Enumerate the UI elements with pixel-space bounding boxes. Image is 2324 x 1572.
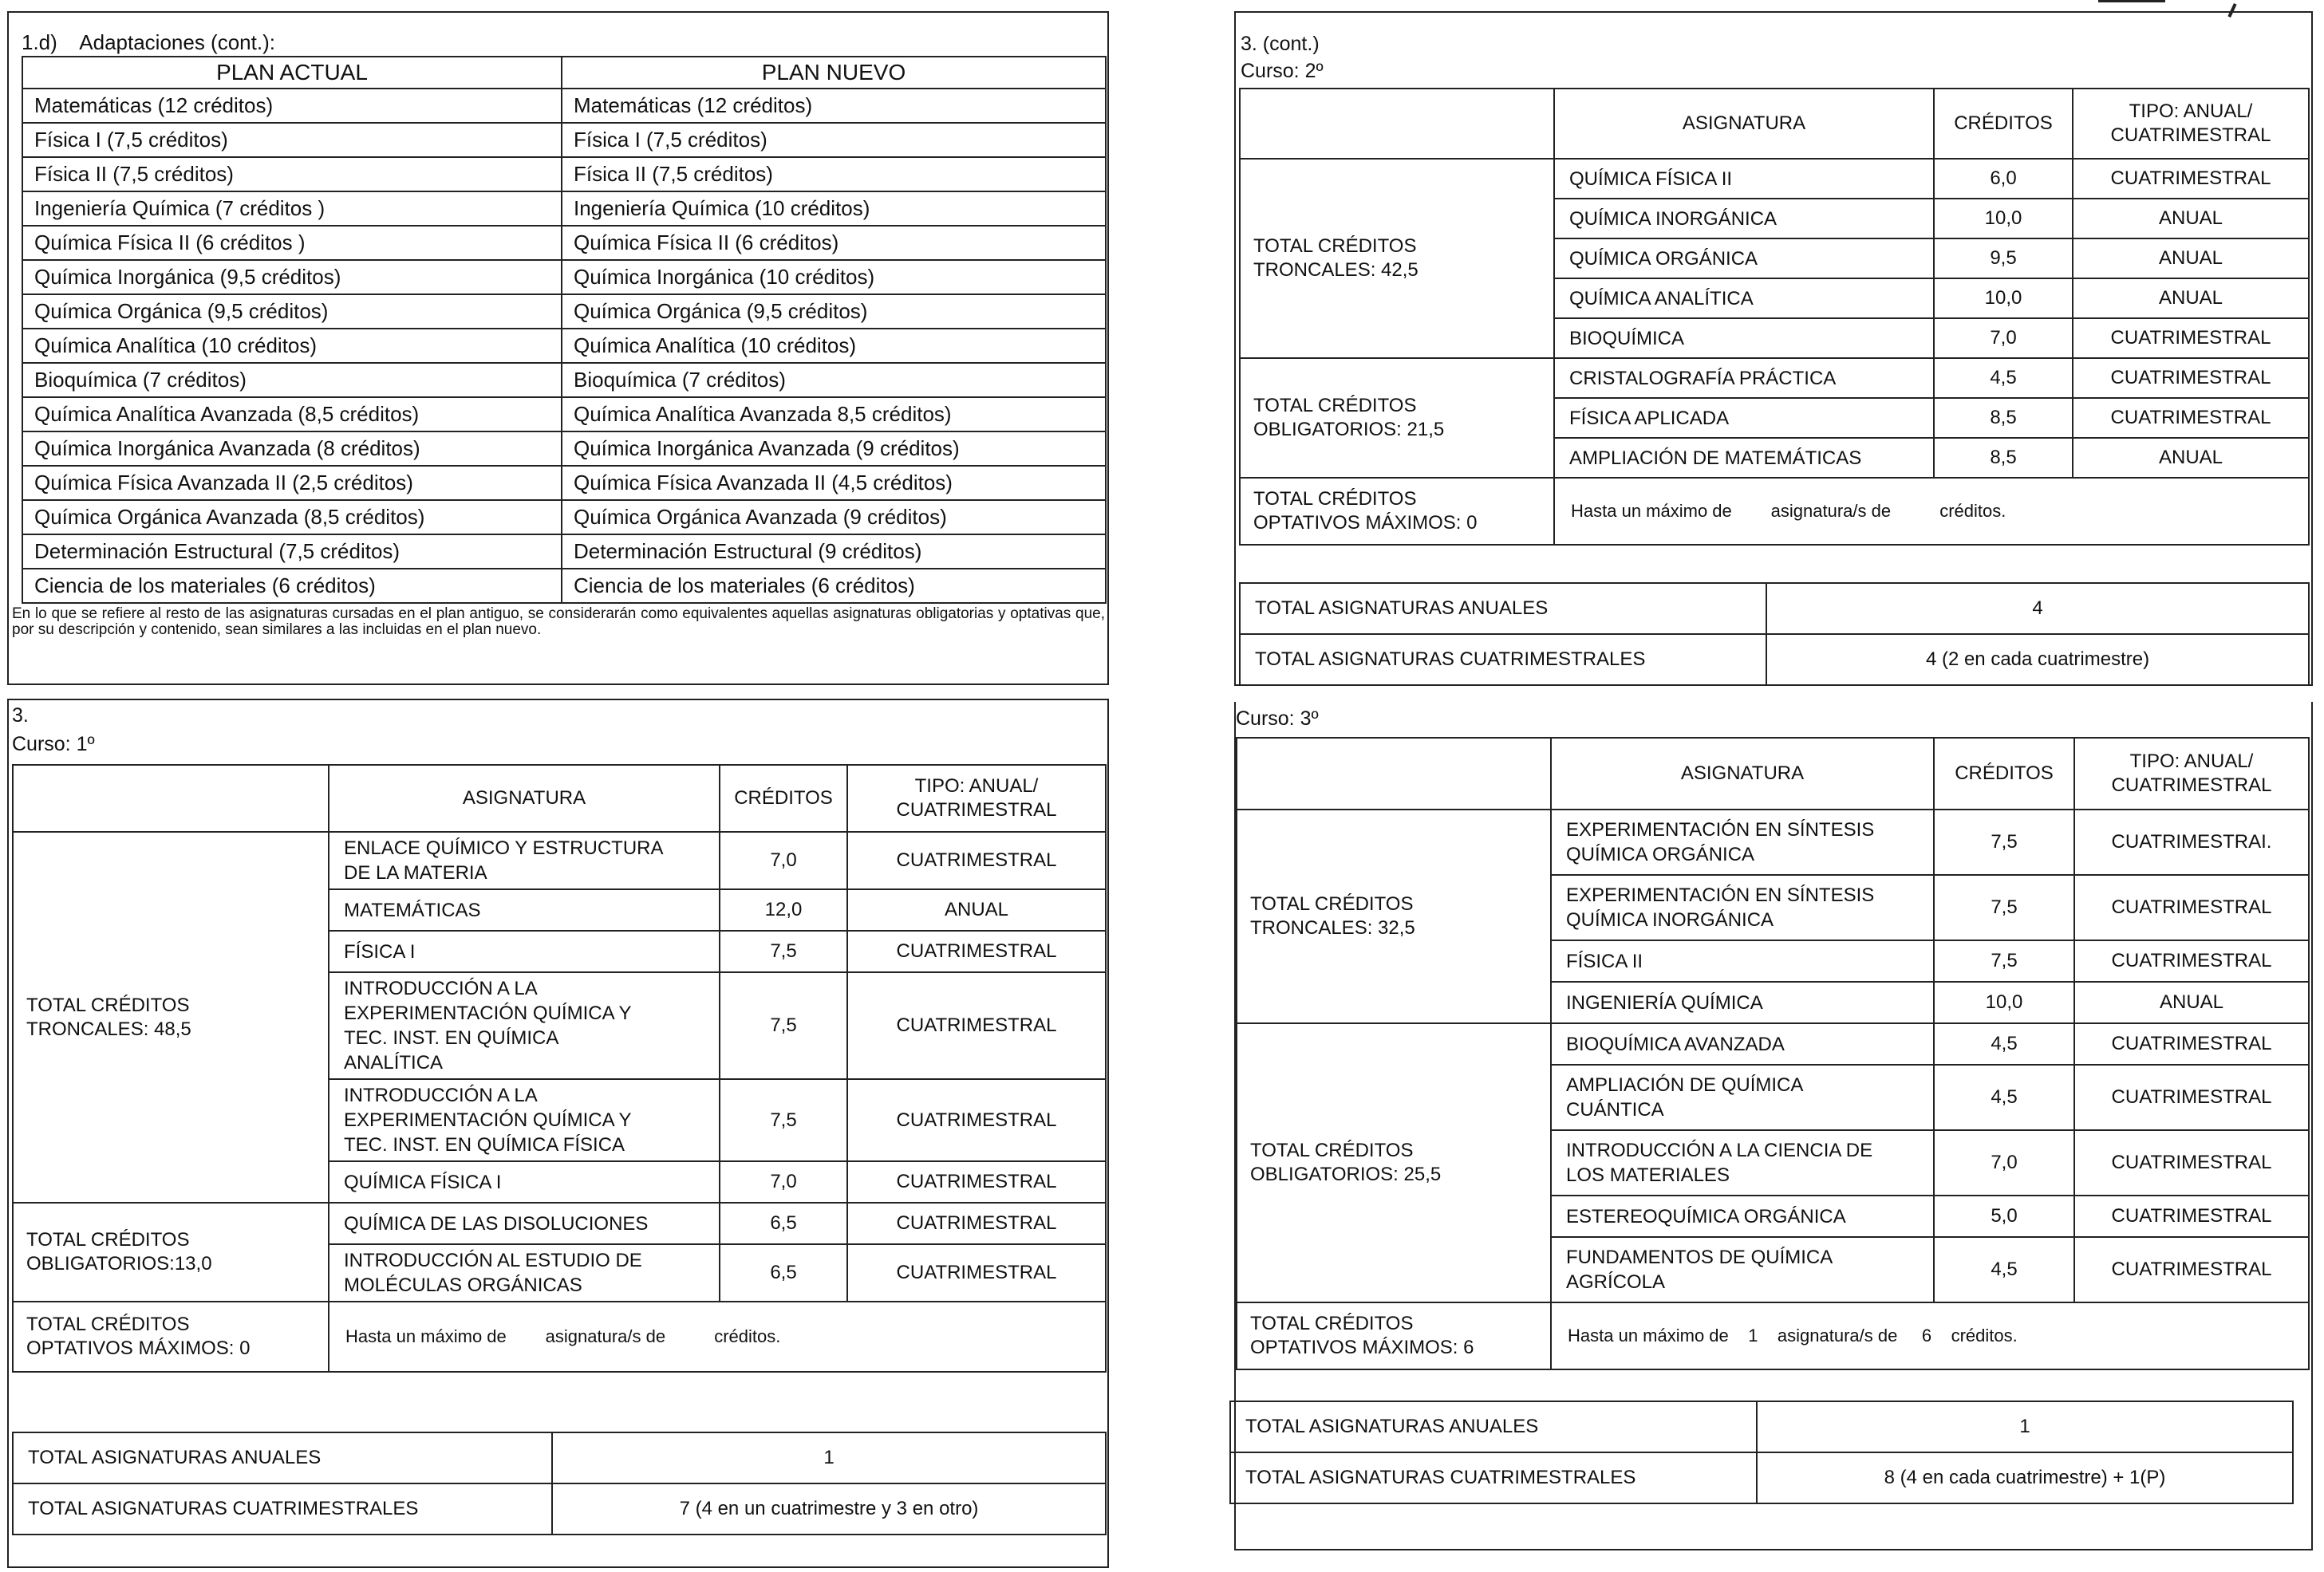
adaptacion-row [22,431,1106,466]
optativos-total [13,1302,329,1372]
asignatura-cell [1554,358,1934,398]
header-row [1240,89,2309,159]
optativos-row [13,1302,1106,1372]
asignatura-line: QUÍMICA INORGÁNICA [1569,207,1778,230]
creditos-cell: 7,0 [1934,318,2073,358]
total-anuales-label: TOTAL ASIGNATURAS ANUALES [13,1432,552,1483]
troncales-total-line2: TRONCALES: 32,5 [1250,917,1415,939]
adaptacion-nuevo: Química Física Avanzada II (4,5 créditos) [562,466,1106,500]
header-asignatura: ASIGNATURA [329,765,720,832]
creditos-cell: 7,5 [1934,940,2074,982]
tipo-cell: CUATRIMESTRAL [847,1079,1106,1161]
optativos-total-line1: TOTAL CRÉDITOS [1253,488,1417,510]
header-creditos: CRÉDITOS [1934,89,2073,159]
adaptacion-row [22,123,1106,157]
creditos-cell: 7,0 [720,1161,847,1203]
adaptacion-row [22,89,1106,123]
creditos-cell: 7,5 [1934,810,2074,875]
adaptacion-row [22,534,1106,569]
header-asignatura: ASIGNATURA [1551,738,1934,810]
optativos-row [1240,478,2309,545]
asignatura-cell [1551,1130,1934,1196]
creditos-cell: 9,5 [1934,238,2073,278]
asignatura-line: TEC. INST. EN QUÍMICA [344,1027,559,1049]
adaptacion-actual: Química Física Avanzada II (2,5 créditos) [22,466,562,500]
asignatura-line: QUÍMICA FÍSICA II [1569,167,1733,190]
troncales-row [13,832,1106,889]
tipo-cell: CUATRIMESTRAL [847,1161,1106,1203]
asignatura-line: ANALÍTICA [344,1052,444,1074]
adaptaciones-table [22,56,1107,604]
asignatura-line: ESTEREOQUÍMICA ORGÁNICA [1566,1205,1846,1227]
total-anuales-label: TOTAL ASIGNATURAS ANUALES [1240,583,1766,634]
asignatura-line: INTRODUCCIÓN A LA CIENCIA DE [1566,1140,1873,1161]
tipo-cell: CUATRIMESTRAL [2074,1237,2309,1302]
adaptacion-actual: Determinación Estructural (7,5 créditos) [22,534,562,569]
tipo-cell: CUATRIMESTRAL [2073,159,2309,199]
header-row [13,765,1106,832]
asignatura-line: AMPLIACIÓN DE QUÍMICA [1566,1074,1804,1096]
adaptacion-row [22,569,1106,603]
asignatura-cell [1554,278,1934,318]
adaptacion-nuevo: Química Orgánica Avanzada (9 créditos) [562,500,1106,534]
total-cuatrimestrales-label: TOTAL ASIGNATURAS CUATRIMESTRALES [1230,1452,1757,1503]
adaptacion-row [22,397,1106,431]
adaptacion-nuevo: Determinación Estructural (9 créditos) [562,534,1106,569]
asignatura-line: EXPERIMENTACIÓN EN SÍNTESIS [1566,884,1875,906]
asignatura-line: INTRODUCCIÓN AL ESTUDIO DE [344,1250,642,1271]
asignatura-cell [1554,398,1934,438]
creditos-cell: 7,5 [720,931,847,972]
adaptacion-actual: Física II (7,5 créditos) [22,157,562,191]
adaptacion-actual: Química Inorgánica (9,5 créditos) [22,260,562,294]
creditos-cell: 4,5 [1934,1023,2074,1065]
asignatura-cell [329,832,720,889]
obligatorios-total-line2: OBLIGATORIOS: 25,5 [1250,1164,1442,1185]
total-anuales-value: 1 [552,1432,1106,1483]
troncales-total-line1: TOTAL CRÉDITOS [1250,893,1414,915]
troncales-row [1240,159,2309,199]
tipo-cell: CUATRIMESTRAL [2073,318,2309,358]
asignatura-line: EXPERIMENTACIÓN EN SÍNTESIS [1566,819,1875,841]
obligatorios-total-line1: TOTAL CRÉDITOS [1250,1140,1414,1161]
troncales-total-line2: TRONCALES: 48,5 [26,1018,191,1040]
creditos-cell: 4,5 [1934,1065,2074,1130]
adaptacion-row [22,191,1106,226]
adaptacion-nuevo: Química Analítica (10 créditos) [562,329,1106,363]
total-anuales-row [1240,583,2309,634]
curso1-panel [7,699,1109,1568]
asignatura-cell [1554,438,1934,478]
creditos-cell: 5,0 [1934,1196,2074,1237]
asignatura-line: QUÍMICA INORGÁNICA [1566,909,1774,931]
curso3-table [1236,737,2310,1370]
curso1-section: 3. [12,704,29,727]
obligatorios-row [1237,1023,2309,1065]
obligatorios-total-line1: TOTAL CRÉDITOS [26,1229,190,1251]
tipo-cell: CUATRIMESTRAL [847,972,1106,1079]
header-tipo [2074,738,2309,810]
asignatura-cell [1551,1023,1934,1065]
asignatura-line: QUÍMICA ANALÍTICA [1569,287,1754,309]
asignatura-cell [329,931,720,972]
adaptacion-row [22,466,1106,500]
adaptacion-nuevo: Química Analítica Avanzada 8,5 créditos) [562,397,1106,431]
total-anuales-label: TOTAL ASIGNATURAS ANUALES [1230,1401,1757,1452]
optativos-total-line2: OPTATIVOS MÁXIMOS: 6 [1250,1337,1474,1358]
adaptacion-row [22,329,1106,363]
adaptacion-nuevo: Física I (7,5 créditos) [562,123,1106,157]
asignatura-line: DE LA MATERIA [344,862,487,884]
header-tipo [2073,89,2309,159]
adaptacion-actual: Química Orgánica Avanzada (8,5 créditos) [22,500,562,534]
asignatura-cell [1551,1065,1934,1130]
adaptacion-nuevo: Química Orgánica (9,5 créditos) [562,294,1106,329]
asignatura-cell [329,972,720,1079]
header-group-blank [13,765,329,832]
adaptacion-nuevo: Física II (7,5 créditos) [562,157,1106,191]
curso3-panel [1234,702,2313,1550]
adaptaciones-heading: 1.d) Adaptaciones (cont.): [22,30,275,54]
tipo-cell: ANUAL [847,889,1106,931]
total-cuatrimestrales-row [1230,1452,2293,1503]
creditos-cell: 7,5 [720,972,847,1079]
adaptacion-actual: Ciencia de los materiales (6 créditos) [22,569,562,603]
obligatorios-row [1240,358,2309,398]
adaptacion-nuevo: Química Física II (6 créditos) [562,226,1106,260]
tipo-cell: CUATRIMESTRAL [2073,398,2309,438]
tipo-cell: ANUAL [2073,278,2309,318]
header-tipo-line2: CUATRIMESTRAL [2111,774,2272,796]
creditos-cell: 6,5 [720,1203,847,1244]
asignatura-cell [1551,1196,1934,1237]
adaptacion-nuevo: Ciencia de los materiales (6 créditos) [562,569,1106,603]
optativos-total-line1: TOTAL CRÉDITOS [1250,1313,1414,1334]
creditos-cell: 6,0 [1934,159,2073,199]
adaptacion-row [22,260,1106,294]
header-tipo-line1: TIPO: ANUAL/ [914,775,1039,797]
scan-mark-top-right [2098,0,2165,2]
curso1-curso: Curso: 1º [12,733,95,755]
tipo-cell: CUATRIMESTRAL [847,1244,1106,1302]
header-group-blank [1237,738,1551,810]
header-tipo-line2: CUATRIMESTRAL [896,799,1057,821]
asignatura-line: INGENIERÍA QUÍMICA [1566,991,1763,1014]
adaptacion-nuevo: Matemáticas (12 créditos) [562,89,1106,123]
adaptacion-actual: Química Inorgánica Avanzada (8 créditos) [22,431,562,466]
optativos-total-line2: OPTATIVOS MÁXIMOS: 0 [26,1338,251,1359]
col-plan-actual: PLAN ACTUAL [22,57,562,89]
header-asignatura: ASIGNATURA [1554,89,1934,159]
asignatura-line: LOS MATERIALES [1566,1164,1730,1186]
total-cuatrimestrales-label: TOTAL ASIGNATURAS CUATRIMESTRALES [1240,634,1766,685]
adaptacion-actual: Química Analítica Avanzada (8,5 créditos) [22,397,562,431]
adaptacion-actual: Física I (7,5 créditos) [22,123,562,157]
asignatura-cell [1551,1237,1934,1302]
asignatura-cell [329,1161,720,1203]
creditos-cell: 7,5 [1934,875,2074,940]
asignatura-cell [1551,982,1934,1023]
asignatura-cell [329,1079,720,1161]
obligatorios-total-line2: OBLIGATORIOS: 21,5 [1253,419,1445,440]
adaptacion-nuevo: Ingeniería Química (10 créditos) [562,191,1106,226]
curso2-section: 3. (cont.) [1241,33,1320,55]
tipo-cell: CUATRIMESTRAL [2074,875,2309,940]
total-anuales-row [13,1432,1106,1483]
asignatura-line: QUÍMICA DE LAS DISOLUCIONES [344,1212,649,1235]
troncales-total-line1: TOTAL CRÉDITOS [26,994,190,1016]
adaptacion-actual: Química Orgánica (9,5 créditos) [22,294,562,329]
adaptacion-nuevo: Bioquímica (7 créditos) [562,363,1106,397]
asignatura-cell [1551,810,1934,875]
asignatura-line: CRISTALOGRAFÍA PRÁCTICA [1569,367,1837,389]
obligatorios-total [1240,358,1554,478]
asignatura-line: AMPLIACIÓN DE MATEMÁTICAS [1569,447,1862,469]
adaptacion-row [22,500,1106,534]
obligatorios-row [13,1203,1106,1244]
tipo-cell: CUATRIMESTRAI. [2074,810,2309,875]
adaptacion-actual: Química Física II (6 créditos ) [22,226,562,260]
curso1-table [12,764,1107,1373]
creditos-cell: 4,5 [1934,1237,2074,1302]
asignatura-cell [1551,875,1934,940]
optativos-text: Hasta un máximo de asignatura/s de créditos. [1554,478,2309,545]
total-cuatrimestrales-value: 7 (4 en un cuatrimestre y 3 en otro) [552,1483,1106,1535]
tipo-cell: ANUAL [2073,238,2309,278]
col-plan-nuevo: PLAN NUEVO [562,57,1106,89]
obligatorios-total [1237,1023,1551,1302]
obligatorios-total-line1: TOTAL CRÉDITOS [1253,395,1417,416]
asignatura-line: FÍSICA I [344,940,416,963]
header-group-blank [1240,89,1554,159]
troncales-total-line1: TOTAL CRÉDITOS [1253,235,1417,257]
asignatura-line: MOLÉCULAS ORGÁNICAS [344,1275,582,1296]
curso3-summary [1229,1401,2294,1504]
curso2-summary [1239,582,2310,686]
optativos-text: Hasta un máximo de asignatura/s de créditos. [329,1302,1106,1372]
asignatura-cell [1554,159,1934,199]
adaptacion-row [22,157,1106,191]
adaptacion-actual: Química Analítica (10 créditos) [22,329,562,363]
total-cuatrimestrales-value: 8 (4 en cada cuatrimestre) + 1(P) [1757,1452,2293,1503]
optativos-text: Hasta un máximo de 1 asignatura/s de 6 créditos. [1551,1302,2309,1369]
obligatorios-total-line2: OBLIGATORIOS:13,0 [26,1253,212,1275]
tipo-cell: CUATRIMESTRAL [847,931,1106,972]
adaptacion-nuevo: Química Inorgánica (10 créditos) [562,260,1106,294]
creditos-cell: 7,0 [720,832,847,889]
header-tipo [847,765,1106,832]
asignatura-line: MATEMÁTICAS [344,899,481,921]
adaptaciones-panel [7,11,1109,685]
header-creditos: CRÉDITOS [720,765,847,832]
total-cuatrimestrales-label: TOTAL ASIGNATURAS CUATRIMESTRALES [13,1483,552,1535]
asignatura-line: ENLACE QUÍMICO Y ESTRUCTURA [344,837,664,859]
creditos-cell: 7,0 [1934,1130,2074,1196]
optativos-total [1237,1302,1551,1369]
tipo-cell: CUATRIMESTRAL [2073,358,2309,398]
total-cuatrimestrales-value: 4 (2 en cada cuatrimestre) [1766,634,2309,685]
asignatura-line: CUÁNTICA [1566,1099,1664,1121]
asignatura-line: INTRODUCCIÓN A LA [344,978,538,999]
troncales-total [13,832,329,1203]
adaptacion-row [22,363,1106,397]
adaptacion-row [22,294,1106,329]
asignatura-line: EXPERIMENTACIÓN QUÍMICA Y [344,1003,632,1024]
asignatura-line: QUÍMICA ORGÁNICA [1569,247,1758,270]
creditos-cell: 6,5 [720,1244,847,1302]
asignatura-cell [329,1203,720,1244]
creditos-cell: 8,5 [1934,398,2073,438]
asignatura-cell [1554,318,1934,358]
adaptaciones-note: En lo que se refiere al resto de las asignaturas cursadas en el plan antiguo, se considerarán como equivalentes aquellas asignaturas obligatorias y optativas que, por su descripción y contenido, sean similares a las incluidas en el plan nuevo. [12,605,1105,638]
optativos-total-line1: TOTAL CRÉDITOS [26,1314,190,1335]
tipo-cell: CUATRIMESTRAL [2074,1130,2309,1196]
curso2-table [1239,88,2310,546]
creditos-cell: 10,0 [1934,982,2074,1023]
creditos-cell: 10,0 [1934,278,2073,318]
tipo-cell: CUATRIMESTRAL [2074,940,2309,982]
asignatura-line: QUÍMICA ORGÁNICA [1566,844,1755,865]
asignatura-line: TEC. INST. EN QUÍMICA FÍSICA [344,1134,625,1156]
tipo-cell: ANUAL [2074,982,2309,1023]
tipo-cell: ANUAL [2073,199,2309,238]
asignatura-cell [329,1244,720,1302]
adaptacion-row [22,226,1106,260]
creditos-cell: 10,0 [1934,199,2073,238]
creditos-cell: 7,5 [720,1079,847,1161]
adaptacion-actual: Bioquímica (7 créditos) [22,363,562,397]
adaptacion-actual: Ingeniería Química (7 créditos ) [22,191,562,226]
asignatura-line: FUNDAMENTOS DE QUÍMICA [1566,1247,1833,1268]
header-tipo-line1: TIPO: ANUAL/ [2129,751,2254,772]
curso2-curso: Curso: 2º [1241,60,1324,82]
asignatura-cell [1554,238,1934,278]
troncales-total [1240,159,1554,358]
asignatura-line: FÍSICA II [1566,950,1643,972]
total-anuales-value: 1 [1757,1401,2293,1452]
total-cuatrimestrales-row [1240,634,2309,685]
adaptaciones-rows [22,89,1106,603]
optativos-row [1237,1302,2309,1369]
tipo-cell: ANUAL [2073,438,2309,478]
troncales-row [1237,810,2309,875]
optativos-total [1240,478,1554,545]
total-anuales-value: 4 [1766,583,2309,634]
asignatura-line: EXPERIMENTACIÓN QUÍMICA Y [344,1109,632,1131]
asignatura-cell [1551,940,1934,982]
tipo-cell: CUATRIMESTRAL [847,832,1106,889]
troncales-total-line2: TRONCALES: 42,5 [1253,259,1418,281]
asignatura-line: FÍSICA APLICADA [1569,407,1730,429]
creditos-cell: 12,0 [720,889,847,931]
header-row [1237,738,2309,810]
header-creditos: CRÉDITOS [1934,738,2074,810]
asignatura-line: BIOQUÍMICA AVANZADA [1566,1033,1785,1055]
total-cuatrimestrales-row [13,1483,1106,1535]
troncales-total [1237,810,1551,1023]
asignatura-line: QUÍMICA FÍSICA I [344,1171,502,1193]
asignatura-line: INTRODUCCIÓN A LA [344,1085,538,1106]
optativos-total-line2: OPTATIVOS MÁXIMOS: 0 [1253,512,1478,534]
tipo-cell: CUATRIMESTRAL [2074,1196,2309,1237]
total-anuales-row [1230,1401,2293,1452]
adaptacion-actual: Matemáticas (12 créditos) [22,89,562,123]
creditos-cell: 8,5 [1934,438,2073,478]
curso1-summary [12,1432,1107,1535]
header-tipo-line2: CUATRIMESTRAL [2110,124,2271,146]
asignatura-cell [1554,199,1934,238]
tipo-cell: CUATRIMESTRAL [847,1203,1106,1244]
creditos-cell: 4,5 [1934,358,2073,398]
asignatura-line: BIOQUÍMICA [1569,327,1685,349]
adaptacion-nuevo: Química Inorgánica Avanzada (9 créditos) [562,431,1106,466]
tipo-cell: CUATRIMESTRAL [2074,1065,2309,1130]
asignatura-line: AGRÍCOLA [1566,1271,1666,1293]
header-tipo-line1: TIPO: ANUAL/ [2129,100,2253,122]
obligatorios-total [13,1203,329,1302]
curso3-curso: Curso: 3º [1236,707,1319,730]
tipo-cell: CUATRIMESTRAL [2074,1023,2309,1065]
curso2-panel [1234,11,2313,686]
asignatura-cell [329,889,720,931]
